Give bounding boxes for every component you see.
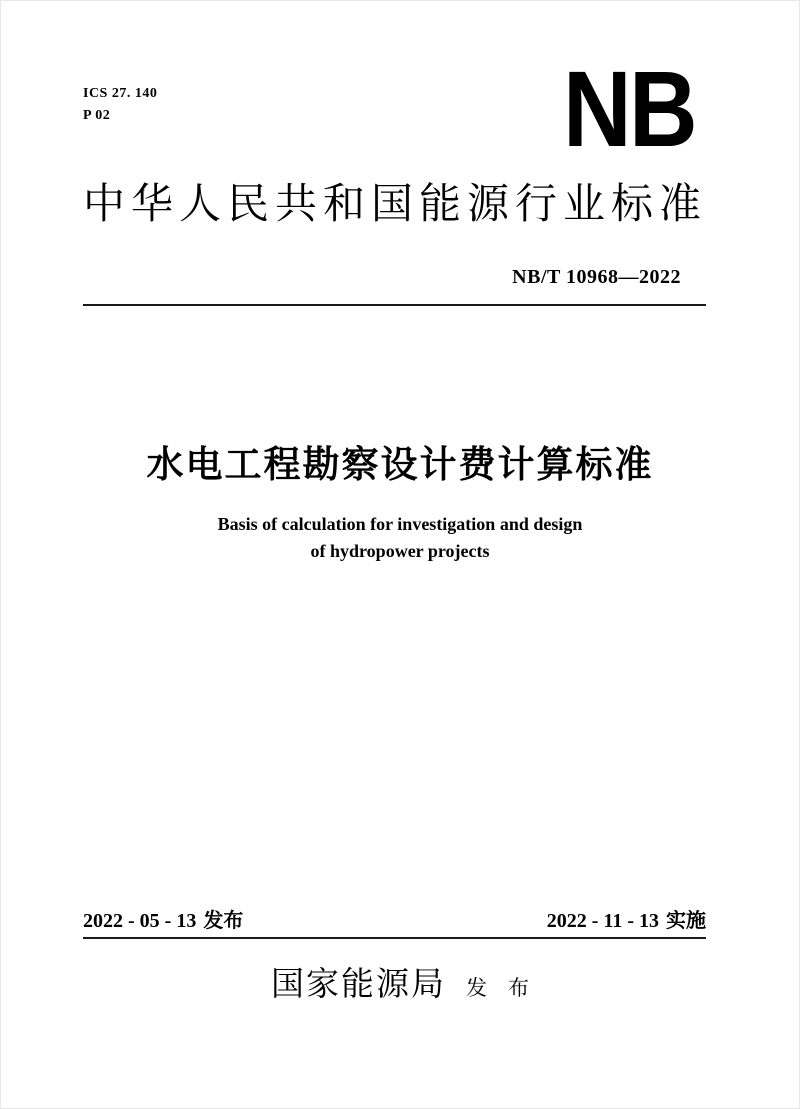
nb-logo: NB	[563, 48, 695, 169]
title-chinese: 水电工程勘察设计费计算标准	[146, 444, 654, 485]
title-english-line2: of hydropower projects	[310, 541, 490, 561]
standard-number: NB/T 10968—2022	[512, 266, 681, 288]
standard-category-heading: 中华人民共和国能源行业标准	[83, 182, 708, 228]
publisher-name: 国家能源局	[271, 967, 446, 1003]
publisher-row	[1, 967, 799, 1003]
implementation-date-value: 2022 - 11 - 13	[546, 910, 659, 932]
footer-rule	[83, 937, 706, 939]
header-rule	[83, 304, 706, 306]
dates-row	[83, 909, 706, 933]
issue-date-label: 发布	[203, 910, 244, 932]
classification-code: P 02	[83, 108, 111, 123]
implementation-date-label: 实施	[666, 910, 706, 932]
publish-label: 发 布	[466, 976, 529, 1000]
issue-date-value: 2022 - 05 - 13	[83, 910, 197, 932]
title-english	[1, 511, 799, 565]
ics-block	[83, 83, 157, 127]
title-english-line1: Basis of calculation for investigation and design	[217, 514, 583, 534]
implementation-date	[547, 909, 706, 933]
ics-code: ICS 27. 140	[83, 86, 158, 101]
issue-date	[83, 909, 243, 933]
